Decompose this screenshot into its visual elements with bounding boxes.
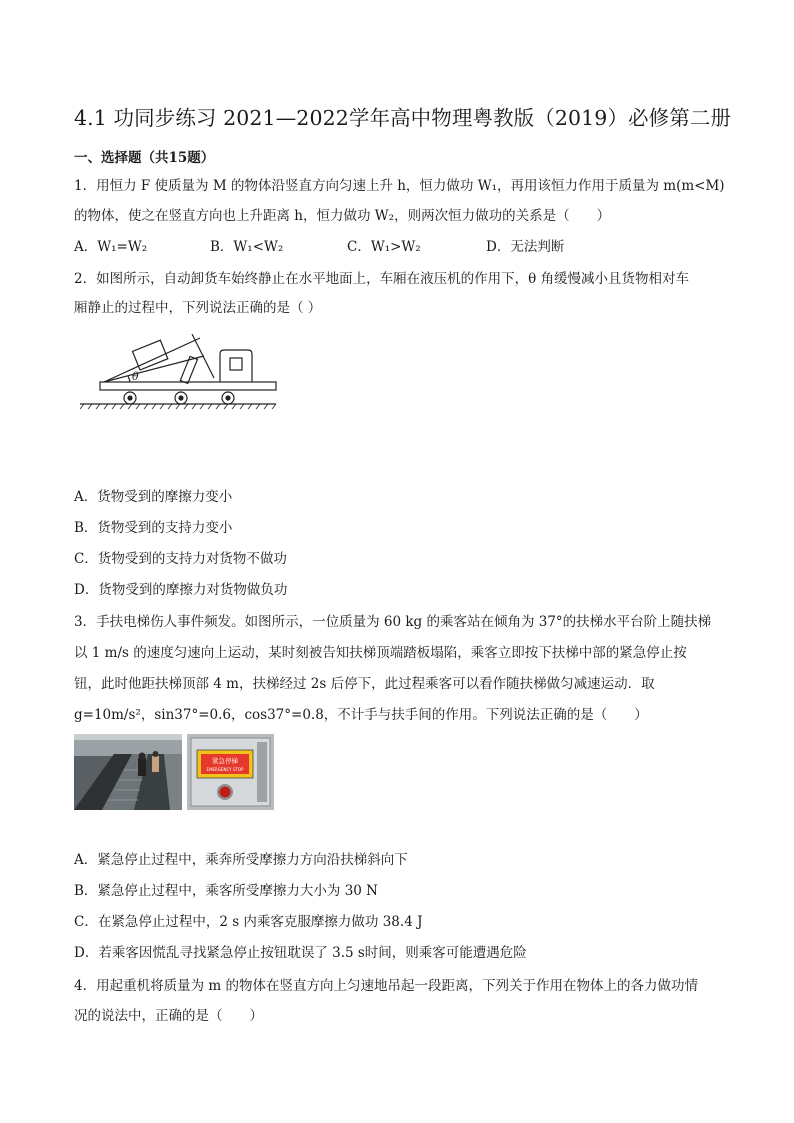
truck-tailgate (192, 334, 214, 378)
q1-option-c: C．W₁>W₂ (347, 239, 421, 255)
q2-stem-line-1: 2．如图所示，自动卸货车始终静止在水平地面上，车厢在液压机的作用下，θ 角缓慢减小且货物相对车 (74, 271, 690, 287)
q3-option-a: A．紧急停止过程中，乘奔所受摩擦力方向沿扶梯斜向下 (74, 852, 408, 868)
q1-option-b: B．W₁<W₂ (210, 239, 284, 255)
ground-hatching (80, 404, 276, 409)
q3-option-d: D．若乘客因慌乱寻找紧急停止按钮耽误了 3.5 s时间，则乘客可能遭遇危险 (74, 945, 527, 961)
emergency-stop-photo (187, 734, 274, 810)
q1-stem-line-1: 1．用恒力 F 使质量为 M 的物体沿竖直方向匀速上升 h，恒力做功 W₁，再用该恒力作用于质量为 m(m<M) (74, 178, 725, 194)
q4-stem-line-1: 4．用起重机将质量为 m 的物体在竖直方向上匀速地吊起一段距离，下列关于作用在物体上的各力做功情 (74, 978, 698, 994)
stop-sign-label: 紧急停梯 (212, 757, 238, 765)
q3-stem-line-1: 3．手扶电梯伤人事件频发。如图所示，一位质量为 60 kg 的乘客站在倾角为 37°的扶梯水平台阶上随扶梯 (74, 614, 712, 630)
q2-option-c: C．货物受到的支持力对货物不做功 (74, 551, 287, 567)
q3-stem-line-4: g=10m/s²，sin37°=0.6，cos37°=0.8，不计手与扶手间的作用。下列说法正确的是（ ） (74, 707, 648, 723)
cab-window (230, 358, 242, 370)
q3-option-c: C．在紧急停止过程中，2 s 内乘客克服摩擦力做功 38.4 J (74, 914, 423, 930)
truck-bed-upper (104, 338, 200, 382)
dump-truck-figure (78, 334, 288, 412)
truck-cab (220, 350, 252, 382)
q3-option-b: B．紧急停止过程中，乘客所受摩擦力大小为 30 N (74, 883, 378, 899)
section-heading: 一、选择题（共15题） (74, 150, 215, 166)
theta-label: θ (132, 370, 139, 383)
q2-option-d: D．货物受到的摩擦力对货物做负功 (74, 582, 288, 598)
theta-arc (128, 376, 130, 382)
q2-option-b: B．货物受到的支持力变小 (74, 520, 233, 536)
q1-stem-line-2: 的物体，使之在竖直方向也上升距离 h，恒力做功 W₂，则两次恒力做功的关系是（ ） (74, 208, 611, 224)
q4-stem-line-2: 况的说法中，正确的是（ ） (74, 1008, 263, 1024)
q3-stem-line-2: 以 1 m/s 的速度匀速向上运动，某时刻被告知扶梯顶端踏板塌陷，乘客立即按下扶梯中部的紧急停止按 (74, 645, 687, 661)
hydraulic-cylinder (180, 356, 197, 383)
stop-sign-sublabel: EMERGENCY STOP (206, 767, 244, 772)
q1-option-d: D．无法判断 (486, 239, 565, 255)
q2-option-a: A．货物受到的摩擦力变小 (74, 489, 233, 505)
q1-option-a: A．W₁=W₂ (74, 239, 148, 255)
q3-stem-line-3: 钮，此时他距扶梯顶部 4 m，扶梯经过 2s 后停下，此过程乘客可以看作随扶梯做匀减速运动．取 (74, 676, 655, 692)
document-title: 4.1 功同步练习 2021—2022学年高中物理粤教版（2019）必修第二册 (74, 106, 732, 130)
escalator-photo (74, 734, 182, 810)
q2-stem-line-2: 厢静止的过程中，下列说法正确的是（ ） (74, 300, 322, 316)
